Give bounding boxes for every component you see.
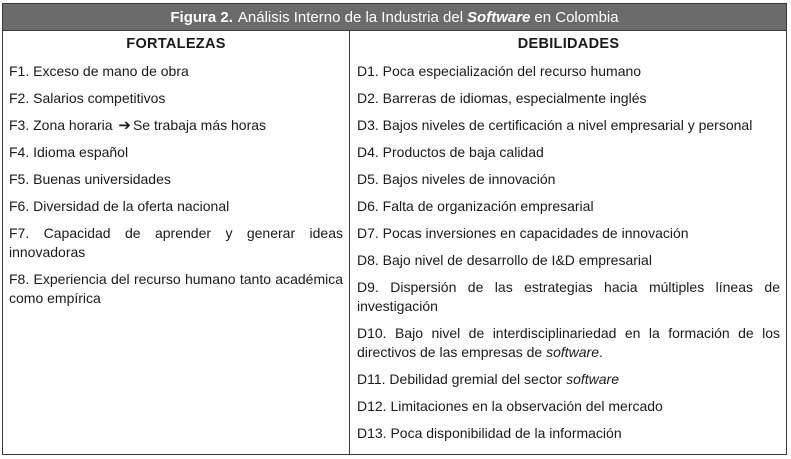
figure-table — [2, 3, 787, 455]
fortalezas-heading: FORTALEZAS — [126, 36, 226, 52]
debilidad-item: D12. Limitaciones en la observación del mercado — [357, 398, 663, 414]
debilidades-heading: DEBILIDADES — [517, 36, 620, 52]
fortaleza-item: F8. Experiencia del recurso humano tanto académica como empírica — [9, 271, 343, 306]
fortaleza-item: F4. Idioma español — [9, 144, 129, 160]
arrow-right-icon: ➔ — [118, 117, 131, 134]
debilidad-item: D2. Barreras de idiomas, especialmente inglés — [357, 90, 647, 106]
fortaleza-f3-text: F3. Zona horaria — [9, 117, 113, 133]
fortalezas-column — [3, 31, 350, 454]
figure-label: Figura 2. — [170, 8, 233, 26]
debilidad-item: D3. Bajos niveles de certificación a nivel empresarial y personal — [357, 117, 753, 133]
debilidad-item — [357, 320, 780, 366]
debilidades-column — [350, 31, 786, 454]
fortaleza-f3-suffix: Se trabaja más horas — [132, 117, 267, 133]
debilidad-item: D5. Bajos niveles de innovación — [357, 171, 556, 187]
fortaleza-item: F5. Buenas universidades — [9, 171, 171, 187]
debilidad-d10-end: . — [599, 344, 603, 360]
figure-title-italic: Software — [467, 8, 531, 26]
fortaleza-item: F2. Salarios competitivos — [9, 90, 166, 106]
fortaleza-item: F6. Diversidad de la oferta nacional — [9, 198, 230, 214]
debilidad-item: D4. Productos de baja calidad — [357, 144, 544, 160]
fortaleza-item: F1. Exceso de mano de obra — [9, 63, 189, 79]
debilidad-d11-italic: software — [566, 371, 619, 387]
debilidad-item: D9. Dispersión de las estrategias hacia múltiples líneas de investigación — [357, 279, 780, 314]
debilidad-d11-text: D11. Debilidad gremial del sector — [357, 371, 563, 387]
debilidad-item — [357, 366, 780, 393]
figure-title — [3, 4, 786, 31]
debilidad-item: D1. Poca especialización del recurso humano — [357, 63, 642, 79]
figure-title-part2: en Colombia — [534, 8, 619, 26]
debilidad-d10-italic: software — [546, 344, 600, 360]
debilidad-item: D8. Bajo nivel de desarrollo de I&D empresarial — [357, 252, 652, 268]
fortaleza-item — [9, 112, 343, 139]
debilidad-d10-text: D10. Bajo nivel de interdisciplinariedad en la formación de los directivos de las empresas de — [357, 325, 780, 360]
fortaleza-item: F7. Capacidad de aprender y generar ideas innovadoras — [9, 225, 343, 260]
figure-title-part1: Análisis Interno de la Industria del — [237, 8, 464, 26]
debilidad-item: D13. Poca disponibilidad de la información — [357, 425, 622, 441]
debilidad-item: D6. Falta de organización empresarial — [357, 198, 594, 214]
debilidad-item: D7. Pocas inversiones en capacidades de innovación — [357, 225, 689, 241]
